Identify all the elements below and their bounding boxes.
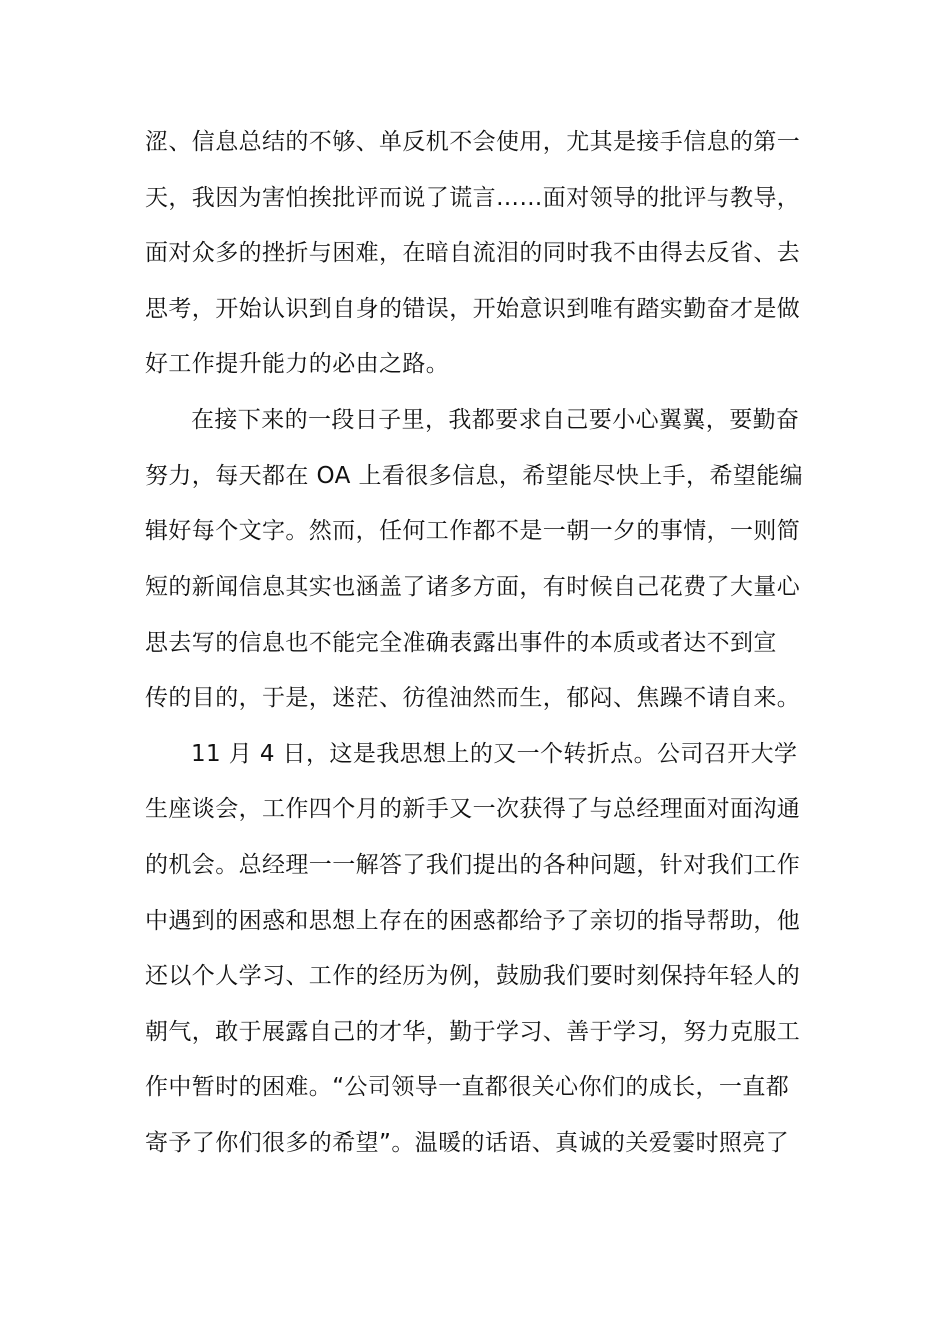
paragraph-first-line: 在接下来的一段日子里，我都要求自己要小心翼翼，要勤奋 [191, 407, 800, 433]
paragraph-first-line: 11 月 4 日，这是我思想上的又一个转折点。公司召开大学 [191, 741, 798, 767]
text-line: 涩、信息总结的不够、单反机不会使用，尤其是接手信息的第一 [145, 129, 801, 155]
text-line: 面对众多的挫折与困难，在暗自流泪的同时我不由得去反省、去 [145, 240, 801, 266]
text-line: 寄予了你们很多的希望”。温暖的话语、真诚的关爱霎时照亮了 [145, 1130, 790, 1156]
text-line: 的机会。总经理一一解答了我们提出的各种问题，针对我们工作 [145, 852, 801, 878]
text-line: 好工作提升能力的必由之路。 [145, 351, 450, 377]
text-line: 传的目的，于是，迷茫、彷徨油然而生，郁闷、焦躁不请自来。 [145, 685, 801, 711]
text-line: 天，我因为害怕挨批评而说了谎言……面对领导的批评与教导， [145, 185, 801, 211]
text-line: 短的新闻信息其实也涵盖了诸多方面，有时候自己花费了大量心 [145, 574, 801, 600]
text-line: 努力，每天都在 OA 上看很多信息，希望能尽快上手，希望能编 [145, 463, 804, 489]
text-line: 作中暂时的困难。“公司领导一直都很关心你们的成长，一直都 [145, 1074, 790, 1100]
text-line: 还以个人学习、工作的经历为例，鼓励我们要时刻保持年轻人的 [145, 963, 801, 989]
text-line: 思去写的信息也不能完全准确表露出事件的本质或者达不到宣 [145, 630, 777, 656]
text-line: 思考，开始认识到自身的错误，开始意识到唯有踏实勤奋才是做 [145, 296, 801, 322]
text-line: 朝气，敢于展露自己的才华，勤于学习、善于学习，努力克服工 [145, 1019, 801, 1045]
text-line: 生座谈会，工作四个月的新手又一次获得了与总经理面对面沟通 [145, 796, 801, 822]
text-line: 辑好每个文字。然而，任何工作都不是一朝一夕的事情，一则简 [145, 518, 801, 544]
text-line: 中遇到的困惑和思想上存在的困惑都给予了亲切的指导帮助，他 [145, 908, 801, 934]
